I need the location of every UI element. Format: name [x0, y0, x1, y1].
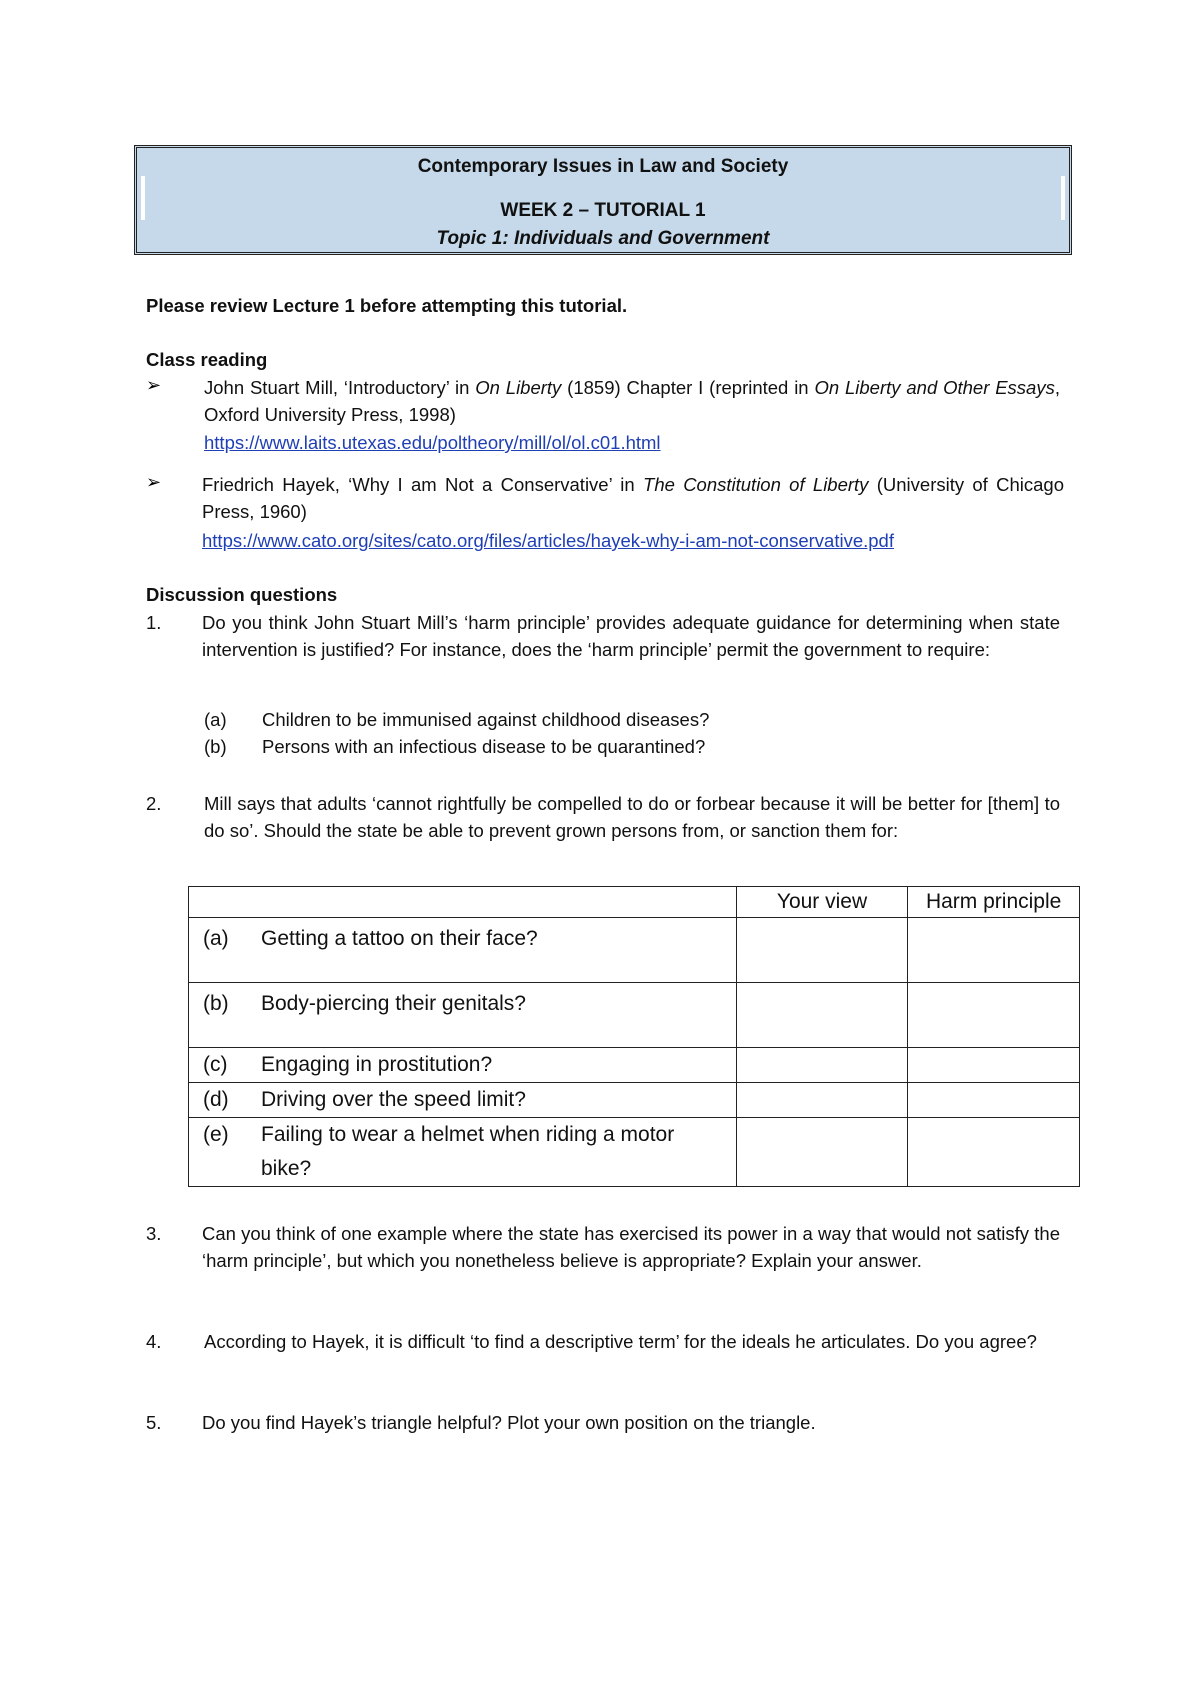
reading-work: On Liberty — [475, 377, 562, 398]
harm-principle-table — [188, 886, 1080, 1187]
question-4-text: According to Hayek, it is difficult ‘to find a descriptive term’ for the ideals he articulates. Do you agree? — [204, 1331, 1037, 1352]
row-question: Failing to wear a helmet when riding a motor bike? — [261, 1123, 675, 1180]
reading-collection: On Liberty and Other Essays — [814, 377, 1055, 398]
discussion-heading: Discussion questions — [146, 584, 338, 605]
row-letter: (c) — [203, 1053, 228, 1076]
question-3-text: Can you think of one example where the state has exercised its power in a way that would not satisfy the ‘harm principle’, but which you nonetheless believe is appropriate? Explain your answer. — [202, 1223, 1060, 1271]
question-number: 5. — [146, 1412, 162, 1433]
table-header-blank — [189, 887, 737, 918]
row-label — [189, 918, 737, 983]
reading-author: Friedrich Hayek, ‘Why I am Not a Conservative’ in — [202, 474, 644, 495]
reading-item-mill — [204, 374, 1060, 428]
table-header-your-view: Your view — [736, 887, 908, 918]
sub-question-letter: (b) — [204, 736, 227, 757]
table-row — [189, 1118, 1080, 1187]
sub-question-text: Children to be immunised against childhood diseases? — [262, 709, 710, 730]
harm-principle-cell[interactable] — [908, 1118, 1080, 1187]
question-5-text: Do you find Hayek’s triangle helpful? Plot your own position on the triangle. — [202, 1412, 816, 1433]
class-reading-heading: Class reading — [146, 349, 268, 370]
your-view-cell[interactable] — [736, 1083, 908, 1118]
intro-instruction: Please review Lecture 1 before attempting this tutorial. — [146, 295, 628, 316]
your-view-cell[interactable] — [736, 918, 908, 983]
question-1-text: Do you think John Stuart Mill’s ‘harm principle’ provides adequate guidance for determining when state intervention is justified? For instance, does the ‘harm principle’ permit the government to require: — [202, 612, 1060, 660]
table-row — [189, 1048, 1080, 1083]
topic-title: Topic 1: Individuals and Government — [436, 228, 770, 249]
question-2-text: Mill says that adults ‘cannot rightfully be compelled to do or forbear because it will be better for [them] to do so’. Should the state be able to prevent grown persons from, or sanction them for: — [204, 793, 1060, 841]
week-title: WEEK 2 – TUTORIAL 1 — [500, 200, 706, 221]
row-letter: (d) — [203, 1088, 229, 1111]
course-title: Contemporary Issues in Law and Society — [417, 156, 789, 177]
row-label — [189, 1083, 737, 1118]
sub-question-text: Persons with an infectious disease to be quarantined? — [262, 736, 706, 757]
table-row — [189, 918, 1080, 983]
reading-tail: (University of Chicago Press, 1960) — [202, 474, 1064, 522]
row-question: Body-piercing their genitals? — [261, 992, 526, 1015]
question-number: 3. — [146, 1223, 162, 1244]
your-view-cell[interactable] — [736, 983, 908, 1048]
reading-item-hayek — [202, 471, 1064, 525]
row-label — [189, 983, 737, 1048]
reading-mid: (1859) Chapter I (reprinted in — [561, 377, 815, 398]
row-question: Getting a tattoo on their face? — [261, 927, 538, 950]
row-label — [189, 1048, 737, 1083]
harm-principle-cell[interactable] — [908, 1048, 1080, 1083]
reading-tail: , Oxford University Press, 1998) — [204, 377, 1060, 425]
bullet-arrow-icon: ➢ — [146, 472, 162, 492]
harm-principle-cell[interactable] — [908, 1083, 1080, 1118]
sub-question-letter: (a) — [204, 709, 227, 730]
table-row — [189, 983, 1080, 1048]
question-number: 2. — [146, 793, 162, 814]
row-letter: (b) — [203, 992, 229, 1015]
reading-work: The Constitution of Liberty — [643, 474, 869, 495]
bullet-arrow-icon: ➢ — [146, 375, 162, 395]
your-view-cell[interactable] — [736, 1048, 908, 1083]
harm-principle-cell[interactable] — [908, 918, 1080, 983]
reading-author: John Stuart Mill, ‘Introductory’ in — [204, 377, 476, 398]
row-question: Driving over the speed limit? — [261, 1088, 526, 1111]
question-number: 1. — [146, 612, 162, 633]
table-row — [189, 1083, 1080, 1118]
reading-link-mill[interactable]: https://www.laits.utexas.edu/poltheory/mill/ol/ol.c01.html — [204, 432, 661, 453]
row-question: Engaging in prostitution? — [261, 1053, 493, 1076]
question-number: 4. — [146, 1331, 162, 1352]
reading-link-hayek[interactable]: https://www.cato.org/sites/cato.org/files/articles/hayek-why-i-am-not-conservative.pdf — [202, 530, 894, 551]
your-view-cell[interactable] — [736, 1118, 908, 1187]
title-box — [134, 145, 1072, 255]
row-letter: (e) — [203, 1123, 229, 1146]
row-label — [189, 1118, 737, 1187]
row-letter: (a) — [203, 927, 229, 950]
table-header-harm-principle: Harm principle — [908, 887, 1080, 918]
harm-principle-cell[interactable] — [908, 983, 1080, 1048]
